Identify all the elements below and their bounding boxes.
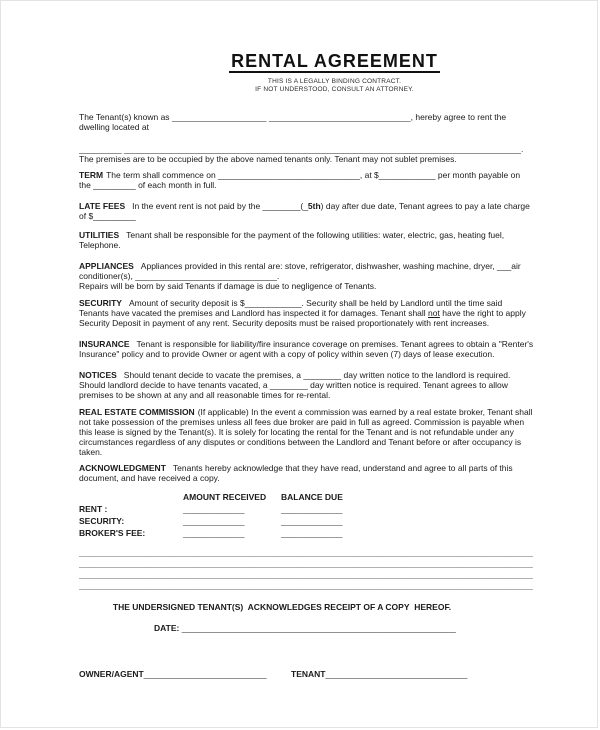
amounts-table: [79, 492, 534, 539]
writing-line-2: ________________________________________________________________________________________________: [79, 558, 533, 568]
commission-text: (If applicable) In the event a commission was earned by a real estate broker, Tenant shall not take possession of the premises unless all fees due broker are paid in full as agreed. Commission is payable when this lease is signed by the Tenant(s). It is solely for locating the rental for the Tenant and is not refundable under any circumstances regardless of any disputes or conditions between the Landlord and Tenant before or after occupancy is taken.: [79, 407, 533, 457]
intro-paragraph: [79, 112, 534, 132]
subtitle-line-1: THIS IS A LEGALLY BINDING CONTRACT.: [267, 78, 402, 85]
intro-prefix-text: The Tenant(s) known as: [79, 112, 170, 122]
security-row-label: SECURITY:: [79, 516, 125, 526]
brokers-fee-row-label: BROKER'S FEE:: [79, 528, 146, 538]
late-fees-text-before: In the event rent is not paid by the ________(_: [132, 201, 308, 211]
undersigned-statement: THE UNDERSIGNED TENANT(S) ACKNOWLEDGES RECEIPT OF A COPY HEREOF.: [112, 602, 452, 612]
appliances-repairs-note: Repairs will be born by said Tenants if damage is due to negligence of Tenants.: [79, 281, 377, 291]
tenant-names-blank: ____________________ ______________________________: [171, 112, 411, 122]
tenant-signature: [291, 669, 467, 679]
acknowledgment-label: ACKNOWLEDGMENT: [79, 463, 166, 473]
term-label: TERM: [79, 170, 104, 180]
page-title: RENTAL AGREEMENT: [231, 51, 438, 71]
intro-suffix-text: , hereby agree to rent the dwelling located at: [79, 112, 507, 132]
owner-agent-signature: [79, 669, 291, 679]
section-term: [79, 170, 534, 190]
writing-lines: [79, 547, 534, 591]
signature-footer: [79, 669, 534, 679]
insurance-text: Tenant is responsible for liability/fire insurance coverage on premises. Tenant agrees to obtain a "Renter's Insurance" policy and to provide Owner or agent with a copy of policy within seven (7) days of lease execution.: [79, 339, 534, 359]
owner-agent-blank: __________________________: [143, 669, 267, 679]
table-row-security: [79, 515, 534, 527]
section-late-fees: [79, 201, 534, 221]
date-blank: __________________________________________________________: [181, 623, 456, 633]
late-fees-text-after: ) day after due date, Tenant agrees to pay a late charge of $_________: [79, 201, 530, 221]
appliances-text: Appliances provided in this rental are: stove, refrigerator, dishwasher, washing machine, dryer, ___air conditioner(s), ______________________________.: [79, 261, 521, 281]
date-line: [154, 623, 534, 633]
late-fees-day: 5th: [307, 201, 321, 211]
notices-label: NOTICES: [79, 370, 117, 380]
writing-line-3: ________________________________________________________________________________________________: [79, 569, 533, 579]
writing-line-1: ________________________________________________________________________________________________: [79, 547, 533, 557]
brokers-fee-balance-blank: _____________: [281, 528, 343, 538]
section-real-estate-commission: [79, 407, 534, 457]
utilities-label: UTILITIES: [79, 230, 120, 240]
amounts-header-spacer: [79, 492, 183, 503]
commission-label: REAL ESTATE COMMISSION: [79, 407, 195, 417]
amounts-table-header: [79, 492, 534, 503]
acknowledgment-text: Tenants hereby acknowledge that they have read, understand and agree to all parts of this document, and have received a copy.: [79, 463, 513, 483]
table-row-rent: [79, 503, 534, 515]
writing-line-4: ________________________________________________________________________________________________: [79, 580, 533, 590]
security-text-1: Amount of security deposit is $____________. Security shall be held by Landlord until the time said Tenants have vacated the premises and Landlord has inspected it for damages. Tenant shall: [79, 298, 503, 318]
owner-agent-label: OWNER/AGENT: [79, 669, 144, 679]
date-label: DATE:: [154, 623, 180, 633]
tenant-label: TENANT: [291, 669, 326, 679]
rent-amount-blank: _____________: [183, 504, 245, 514]
security-amount-blank: _____________: [183, 516, 245, 526]
notices-text: Should tenant decide to vacate the premises, a ________ day written notice to the landlord is required. Should landlord decide to have tenants vacated, a ________ day written notice is required. Tenant agrees to allow premises to be shown at any and all reasonable times for re-rental.: [79, 370, 511, 400]
tenant-blank: ______________________________: [325, 669, 468, 679]
amount-received-header: AMOUNT RECEIVED: [183, 492, 267, 502]
utilities-text: Tenant shall be responsible for the payment of the following utilities: water, electric, gas, heating fuel, Telephone.: [79, 230, 505, 250]
rent-balance-blank: _____________: [281, 504, 343, 514]
section-appliances: [79, 261, 534, 291]
table-row-brokers-fee: [79, 527, 534, 539]
balance-due-header: BALANCE DUE: [281, 492, 343, 502]
term-text: The term shall commence on ______________________________, at $____________ per month payable on the _________ of each month in full.: [79, 170, 521, 190]
section-acknowledgment: [79, 463, 534, 483]
section-security: [79, 298, 534, 328]
document-content: [79, 1, 534, 679]
section-notices: [79, 370, 534, 400]
section-insurance: [79, 339, 534, 359]
security-balance-blank: _____________: [281, 516, 343, 526]
security-text-2: have the right to apply Security Deposit in payment of any rent. Security deposits must be raised proportionately with rent increases.: [79, 308, 526, 328]
subtitle-line-2: IF NOT UNDERSTOOD, CONSULT AN ATTORNEY.: [255, 85, 414, 93]
late-fees-label: LATE FEES: [79, 201, 126, 211]
rent-row-label: RENT :: [79, 504, 108, 514]
premises-note: The premises are to be occupied by the above named tenants only. Tenant may not sublet premises.: [79, 154, 457, 164]
dwelling-address-blank: _________ ____________________________________________________________________________________.: [79, 144, 524, 154]
section-utilities: [79, 230, 534, 250]
document-header: [135, 51, 534, 73]
insurance-label: INSURANCE: [79, 339, 130, 349]
brokers-fee-amount-blank: _____________: [183, 528, 245, 538]
appliances-label: APPLIANCES: [79, 261, 134, 271]
security-label: SECURITY: [79, 298, 122, 308]
security-underlined-word: not: [428, 308, 440, 318]
